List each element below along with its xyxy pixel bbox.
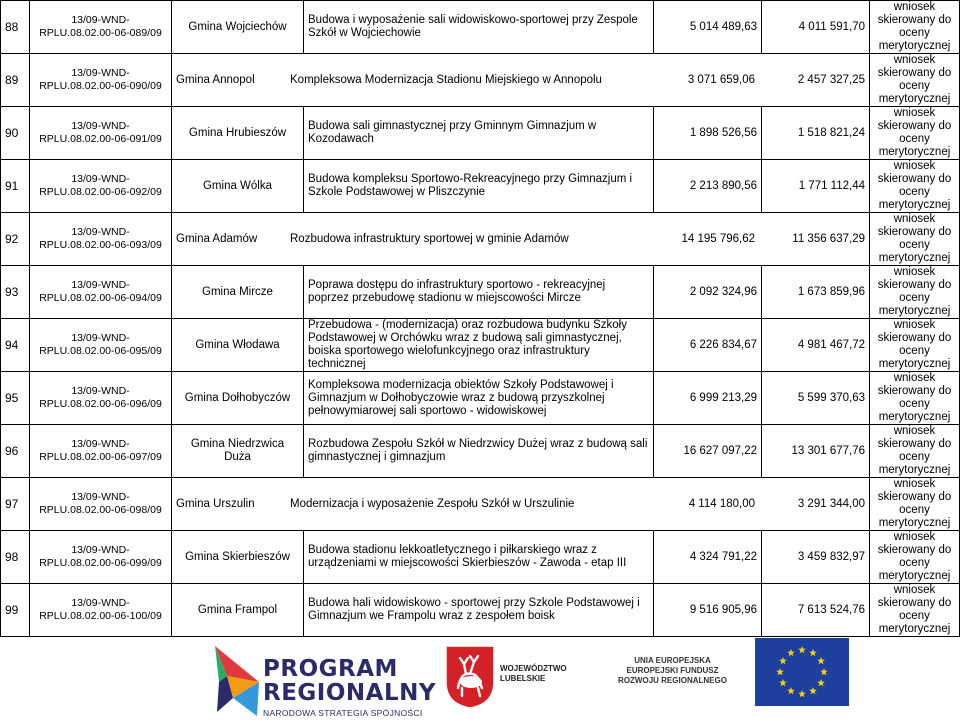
table-row [1, 160, 960, 213]
row-number: 96 [1, 425, 30, 478]
application-number: 13/09-WND-RPLU.08.02.00-06-100/09 [30, 584, 172, 637]
deer-shield-icon [444, 644, 496, 710]
project-title: Budowa sali gimnastycznej przy Gminnym Gimnazjum w Kozodawach [304, 107, 654, 160]
beneficiary-name: Gmina Dołhobyczów [172, 372, 304, 425]
project-title: Rozbudowa Zespołu Szkół w Niedrzwicy Dużej wraz z budową sali gimnastycznej i gimnazjum [304, 425, 654, 478]
application-status: wniosek skierowany do oceny merytorycznej [870, 319, 960, 372]
row-number: 91 [1, 160, 30, 213]
lubelskie-text [500, 664, 567, 684]
project-title: Kompleksowa modernizacja obiektów Szkoły Podstawowej i Gimnazjum w Dołhobyczowie wraz z budową przyszkolnej pełnowymiarowej sali sportowo - widowiskowej [304, 372, 654, 425]
project-title: Przebudowa - (modernizacja) oraz rozbudowa budynku Szkoły Podstawowej w Orchówku wraz z budową sali gimnastycznej, boiska sportowego wielofunkcyjnego oraz infrastruktury technicznej [304, 319, 654, 372]
table-row [1, 425, 960, 478]
beneficiary-name: Gmina Mircze [172, 266, 304, 319]
program-regionalny-star-icon [213, 642, 263, 718]
inline-project-wrap [176, 233, 865, 246]
project-title: Budowa kompleksu Sportowo-Rekreacyjnego przy Gimnazjum i Szkole Podstawowej w Pliszczynie [304, 160, 654, 213]
table-row [1, 319, 960, 372]
projects-table-body [1, 1, 960, 637]
row-number: 89 [1, 54, 30, 107]
application-number: 13/09-WND-RPLU.08.02.00-06-093/09 [30, 213, 172, 266]
table-row [1, 1, 960, 54]
application-status: wniosek skierowany do oceny merytorycznej [870, 54, 960, 107]
row-number: 94 [1, 319, 30, 372]
total-cost: 16 627 097,22 [654, 425, 762, 478]
table-row [1, 372, 960, 425]
lubelskie-logo [440, 644, 580, 710]
program-line-3: NARODOWA STRATEGIA SPÓJNOŚCI [263, 708, 423, 718]
eligible-funding: 1 673 859,96 [762, 266, 870, 319]
project-title: Modernizacja i wyposażenie Zespołu Szkół w Urszulinie [290, 497, 575, 510]
eu-line-2: EUROPEJSKI FUNDUSZ [626, 666, 719, 675]
lubelskie-line-2: LUBELSKIE [500, 674, 546, 683]
footer-logos [0, 600, 960, 722]
table-row [1, 531, 960, 584]
row-number: 92 [1, 213, 30, 266]
table-row [1, 478, 960, 531]
row-number: 98 [1, 531, 30, 584]
beneficiary-name: Gmina Frampol [172, 584, 304, 637]
application-number: 13/09-WND-RPLU.08.02.00-06-094/09 [30, 266, 172, 319]
eligible-funding: 13 301 677,76 [762, 425, 870, 478]
eu-fund-text [605, 656, 740, 704]
total-cost: 9 516 905,96 [654, 584, 762, 637]
row-number: 88 [1, 1, 30, 54]
eligible-funding: 11 356 637,29 [792, 232, 865, 245]
project-title: Rozbudowa infrastruktury sportowej w gminie Adamów [290, 232, 569, 245]
row-number: 93 [1, 266, 30, 319]
table-row [1, 54, 960, 107]
inline-project-wrap [176, 498, 865, 511]
table-row [1, 266, 960, 319]
application-number: 13/09-WND-RPLU.08.02.00-06-095/09 [30, 319, 172, 372]
beneficiary-name: Gmina Skierbieszów [172, 531, 304, 584]
eu-line-1: UNIA EUROPEJSKA [634, 656, 711, 665]
total-cost: 4 114 180,00 [688, 497, 755, 510]
application-number: 13/09-WND-RPLU.08.02.00-06-099/09 [30, 531, 172, 584]
project-title: Budowa i wyposażenie sali widowiskowo-sportowej przy Zespole Szkół w Wojciechowie [304, 1, 654, 54]
eligible-funding: 1 518 821,24 [762, 107, 870, 160]
total-cost: 6 226 834,67 [654, 319, 762, 372]
beneficiary-name: Gmina Niedrzwica Duża [172, 425, 304, 478]
application-status: wniosek skierowany do oceny merytorycznej [870, 107, 960, 160]
inline-project-cell [172, 213, 870, 266]
inline-project-wrap [176, 74, 865, 87]
row-number: 90 [1, 107, 30, 160]
application-status: wniosek skierowany do oceny merytorycznej [870, 425, 960, 478]
application-number: 13/09-WND-RPLU.08.02.00-06-098/09 [30, 478, 172, 531]
total-cost: 3 071 659,06 [687, 73, 755, 86]
program-line-2: REGIONALNY [263, 680, 437, 706]
eligible-funding: 3 459 832,97 [762, 531, 870, 584]
beneficiary-name: Gmina Annopol [176, 73, 255, 86]
eligible-funding: 7 613 524,76 [762, 584, 870, 637]
application-status: wniosek skierowany do oceny merytorycznej [870, 1, 960, 54]
total-cost: 4 324 791,22 [654, 531, 762, 584]
program-line-1: PROGRAM [263, 656, 398, 682]
application-status: wniosek skierowany do oceny merytorycznej [870, 531, 960, 584]
beneficiary-name: Gmina Wojciechów [172, 1, 304, 54]
beneficiary-name: Gmina Hrubieszów [172, 107, 304, 160]
project-title: Poprawa dostępu do infrastruktury sportowo - rekreacyjnej poprzez przebudowę stadionu w miejscowości Mircze [304, 266, 654, 319]
application-number: 13/09-WND-RPLU.08.02.00-06-089/09 [30, 1, 172, 54]
inline-project-cell [172, 54, 870, 107]
eligible-funding: 4 011 591,70 [762, 1, 870, 54]
application-number: 13/09-WND-RPLU.08.02.00-06-091/09 [30, 107, 172, 160]
total-cost: 6 999 213,29 [654, 372, 762, 425]
beneficiary-name: Gmina Włodawa [172, 319, 304, 372]
table-row [1, 213, 960, 266]
application-status: wniosek skierowany do oceny merytorycznej [870, 160, 960, 213]
beneficiary-name: Gmina Urszulin [176, 497, 255, 510]
application-status: wniosek skierowany do oceny merytorycznej [870, 584, 960, 637]
application-status: wniosek skierowany do oceny merytorycznej [870, 478, 960, 531]
application-number: 13/09-WND-RPLU.08.02.00-06-097/09 [30, 425, 172, 478]
row-number: 97 [1, 478, 30, 531]
project-title: Budowa stadionu lekkoatletycznego i piłkarskiego wraz z urządzeniami w miejscowości Skierbieszów - Zawoda - etap III [304, 531, 654, 584]
application-status: wniosek skierowany do oceny merytorycznej [870, 213, 960, 266]
total-cost: 14 195 796,62 [681, 232, 755, 245]
application-number: 13/09-WND-RPLU.08.02.00-06-090/09 [30, 54, 172, 107]
eu-flag-icon [755, 638, 849, 706]
application-status: wniosek skierowany do oceny merytorycznej [870, 372, 960, 425]
program-regionalny-logo [213, 642, 435, 718]
eligible-funding: 5 599 370,63 [762, 372, 870, 425]
total-cost: 2 092 324,96 [654, 266, 762, 319]
project-title: Kompleksowa Modernizacja Stadionu Miejskiego w Annopolu [290, 73, 602, 86]
application-number: 13/09-WND-RPLU.08.02.00-06-096/09 [30, 372, 172, 425]
beneficiary-name: Gmina Adamów [176, 232, 258, 245]
beneficiary-name: Gmina Wólka [172, 160, 304, 213]
inline-project-cell [172, 478, 870, 531]
eligible-funding: 2 457 327,25 [797, 73, 865, 86]
project-title: Budowa hali widowiskowo - sportowej przy Szkole Podstawowej i Gimnazjum we Frampolu wraz z zespołem boisk [304, 584, 654, 637]
table-row [1, 107, 960, 160]
eligible-funding: 4 981 467,72 [762, 319, 870, 372]
eligible-funding: 3 291 344,00 [797, 497, 865, 510]
total-cost: 1 898 526,56 [654, 107, 762, 160]
row-number: 99 [1, 584, 30, 637]
eligible-funding: 1 771 112,44 [762, 160, 870, 213]
lubelskie-line-1: WOJEWÓDZTWO [500, 664, 567, 673]
application-status: wniosek skierowany do oceny merytorycznej [870, 266, 960, 319]
application-number: 13/09-WND-RPLU.08.02.00-06-092/09 [30, 160, 172, 213]
total-cost: 2 213 890,56 [654, 160, 762, 213]
total-cost: 5 014 489,63 [654, 1, 762, 54]
eu-line-3: ROZWOJU REGIONALNEGO [618, 676, 727, 685]
row-number: 95 [1, 372, 30, 425]
